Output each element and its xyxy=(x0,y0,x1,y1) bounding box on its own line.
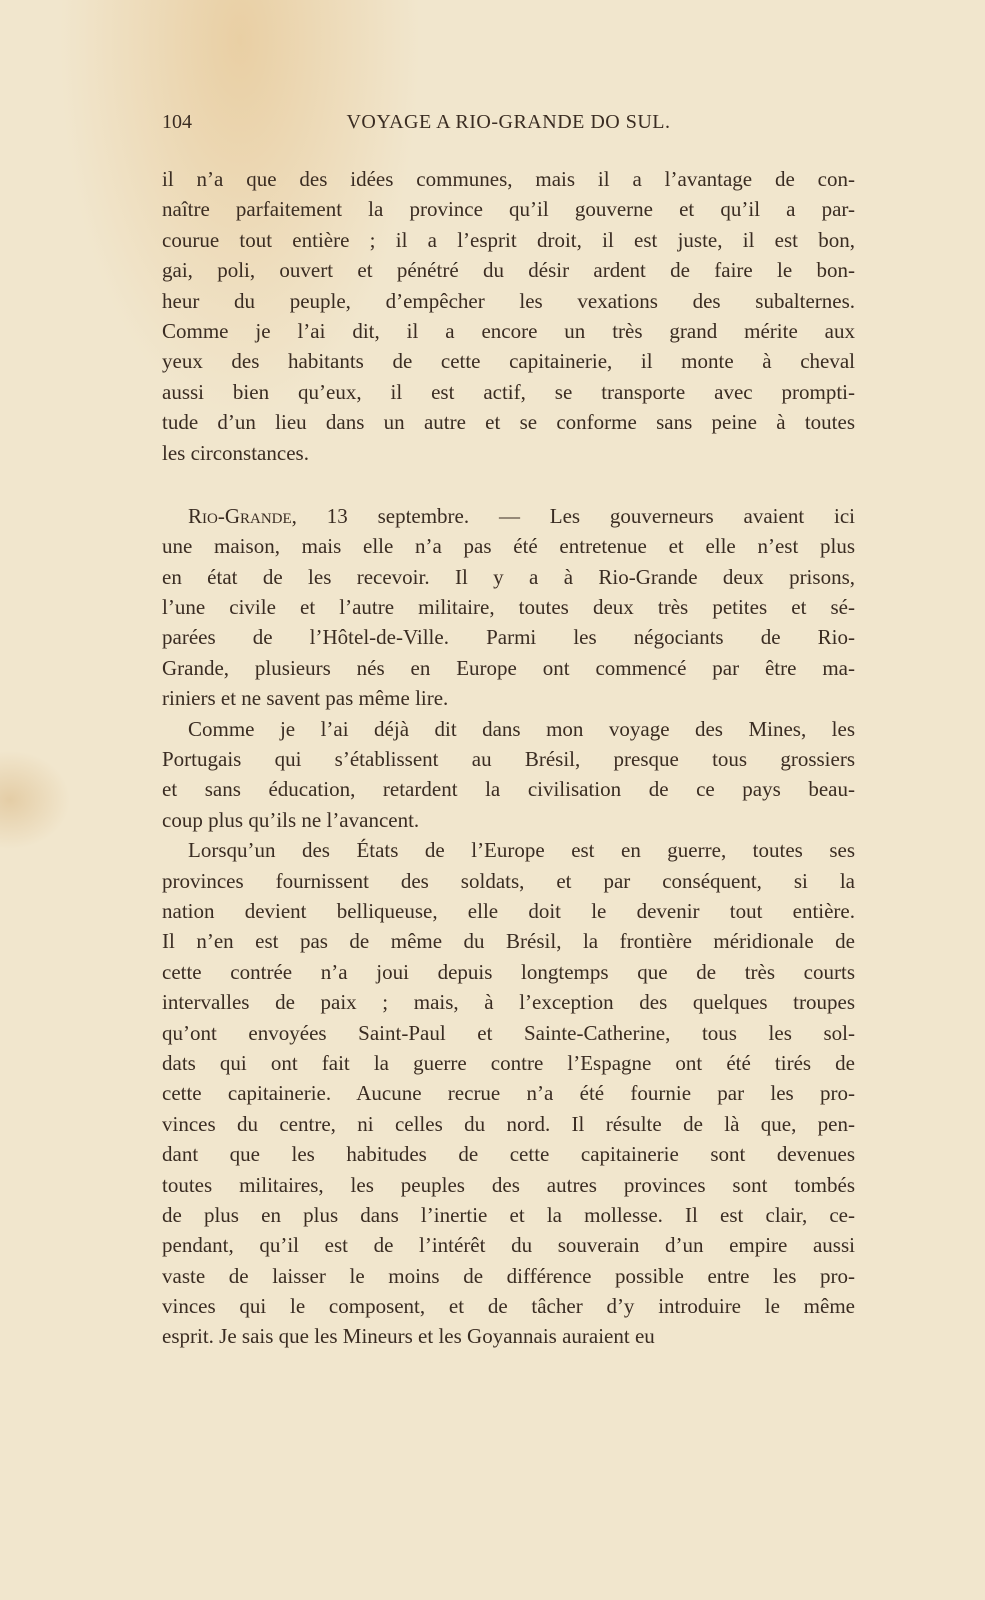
page-body xyxy=(162,164,855,1352)
text-line: heur du peuple, d’empêcher les vexations des subalternes. xyxy=(162,288,855,313)
paragraph xyxy=(162,714,855,836)
text-line: yeux des habitants de cette capitainerie, il monte à cheval xyxy=(162,349,855,374)
text-line: dant que les habitudes de cette capitainerie sont devenues xyxy=(162,1142,855,1167)
text-line: parées de l’Hôtel-de-Ville. Parmi les négociants de Rio- xyxy=(162,625,855,650)
text-line: l’une civile et l’autre militaire, toutes deux très petites et sé- xyxy=(162,595,855,620)
text-line: riniers et ne savent pas même lire. xyxy=(162,686,449,711)
text-line: cette capitainerie. Aucune recrue n’a été fournie par les pro- xyxy=(162,1081,855,1106)
text-line: en état de les recevoir. Il y a à Rio-Grande deux prisons, xyxy=(162,564,855,589)
text-line: Lorsqu’un des États de l’Europe est en guerre, toutes ses xyxy=(188,838,855,863)
text-line: vaste de laisser le moins de différence possible entre les pro- xyxy=(162,1263,855,1288)
text-line: vinces qui le composent, et de tâcher d’y introduire le même xyxy=(162,1294,855,1319)
text-line: Comme je l’ai déjà dit dans mon voyage des Mines, les xyxy=(188,716,855,741)
text-line: coup plus qu’ils ne l’avancent. xyxy=(162,807,420,832)
text-line: et sans éducation, retardent la civilisation de ce pays beau- xyxy=(162,777,855,802)
text-line: esprit. Je sais que les Mineurs et les Goyannais auraient eu xyxy=(162,1324,655,1349)
text-line: provinces fournissent des soldats, et par conséquent, si la xyxy=(162,868,855,893)
place-name: Rio-Grande xyxy=(188,503,292,528)
text-line: gai, poli, ouvert et pénétré du désir ardent de faire le bon- xyxy=(162,258,855,283)
paragraph-gap xyxy=(162,468,855,501)
text-line: de plus en plus dans l’inertie et la mollesse. Il est clair, ce- xyxy=(162,1202,855,1227)
paragraph xyxy=(162,164,855,468)
text-line: il n’a que des idées communes, mais il a l’avantage de con- xyxy=(162,167,855,191)
paragraph xyxy=(162,835,855,1352)
text-line: Il n’en est pas de même du Brésil, la frontière méridionale de xyxy=(162,929,855,954)
text-line xyxy=(162,501,855,531)
text-line: pendant, qu’il est de l’intérêt du souverain d’un empire aussi xyxy=(162,1233,855,1258)
text-line: qu’ont envoyées Saint-Paul et Sainte-Catherine, tous les sol- xyxy=(162,1020,855,1045)
text-line: naître parfaitement la province qu’il gouverne et qu’il a par- xyxy=(162,197,855,222)
text-line: aussi bien qu’eux, il est actif, se transporte avec prompti- xyxy=(162,379,855,404)
text-line: Comme je l’ai dit, il a encore un très grand mérite aux xyxy=(162,318,855,343)
text-line: cette contrée n’a joui depuis longtemps que de très courts xyxy=(162,959,855,984)
text-line: dats qui ont fait la guerre contre l’Espagne ont été tirés de xyxy=(162,1050,855,1075)
text-line: vinces du centre, ni celles du nord. Il résulte de là que, pen- xyxy=(162,1111,855,1136)
page-header xyxy=(162,111,855,139)
running-title: VOYAGE A RIO-GRANDE DO SUL. xyxy=(346,111,671,133)
text-line: nation devient belliqueuse, elle doit le devenir tout entière. xyxy=(162,898,855,923)
text-line: tude d’un lieu dans un autre et se conforme sans peine à toutes xyxy=(162,410,855,435)
text-line: intervalles de paix ; mais, à l’exception des quelques troupes xyxy=(162,990,855,1015)
text-line: Portugais qui s’établissent au Brésil, presque tous grossiers xyxy=(162,747,855,772)
page-number: 104 xyxy=(162,111,192,133)
text-line: les circonstances. xyxy=(162,440,309,465)
text-line: toutes militaires, les peuples des autres provinces sont tombés xyxy=(162,1172,855,1197)
paragraph xyxy=(162,501,855,714)
text-line: courue tout entière ; il a l’esprit droit, il est juste, il est bon, xyxy=(162,227,855,252)
text-line: une maison, mais elle n’a pas été entretenue et elle n’est plus xyxy=(162,534,855,559)
line-text: , 13 septembre. — Les gouverneurs avaient ici xyxy=(291,503,855,528)
text-line: Grande, plusieurs nés en Europe ont commencé par être ma- xyxy=(162,655,855,680)
